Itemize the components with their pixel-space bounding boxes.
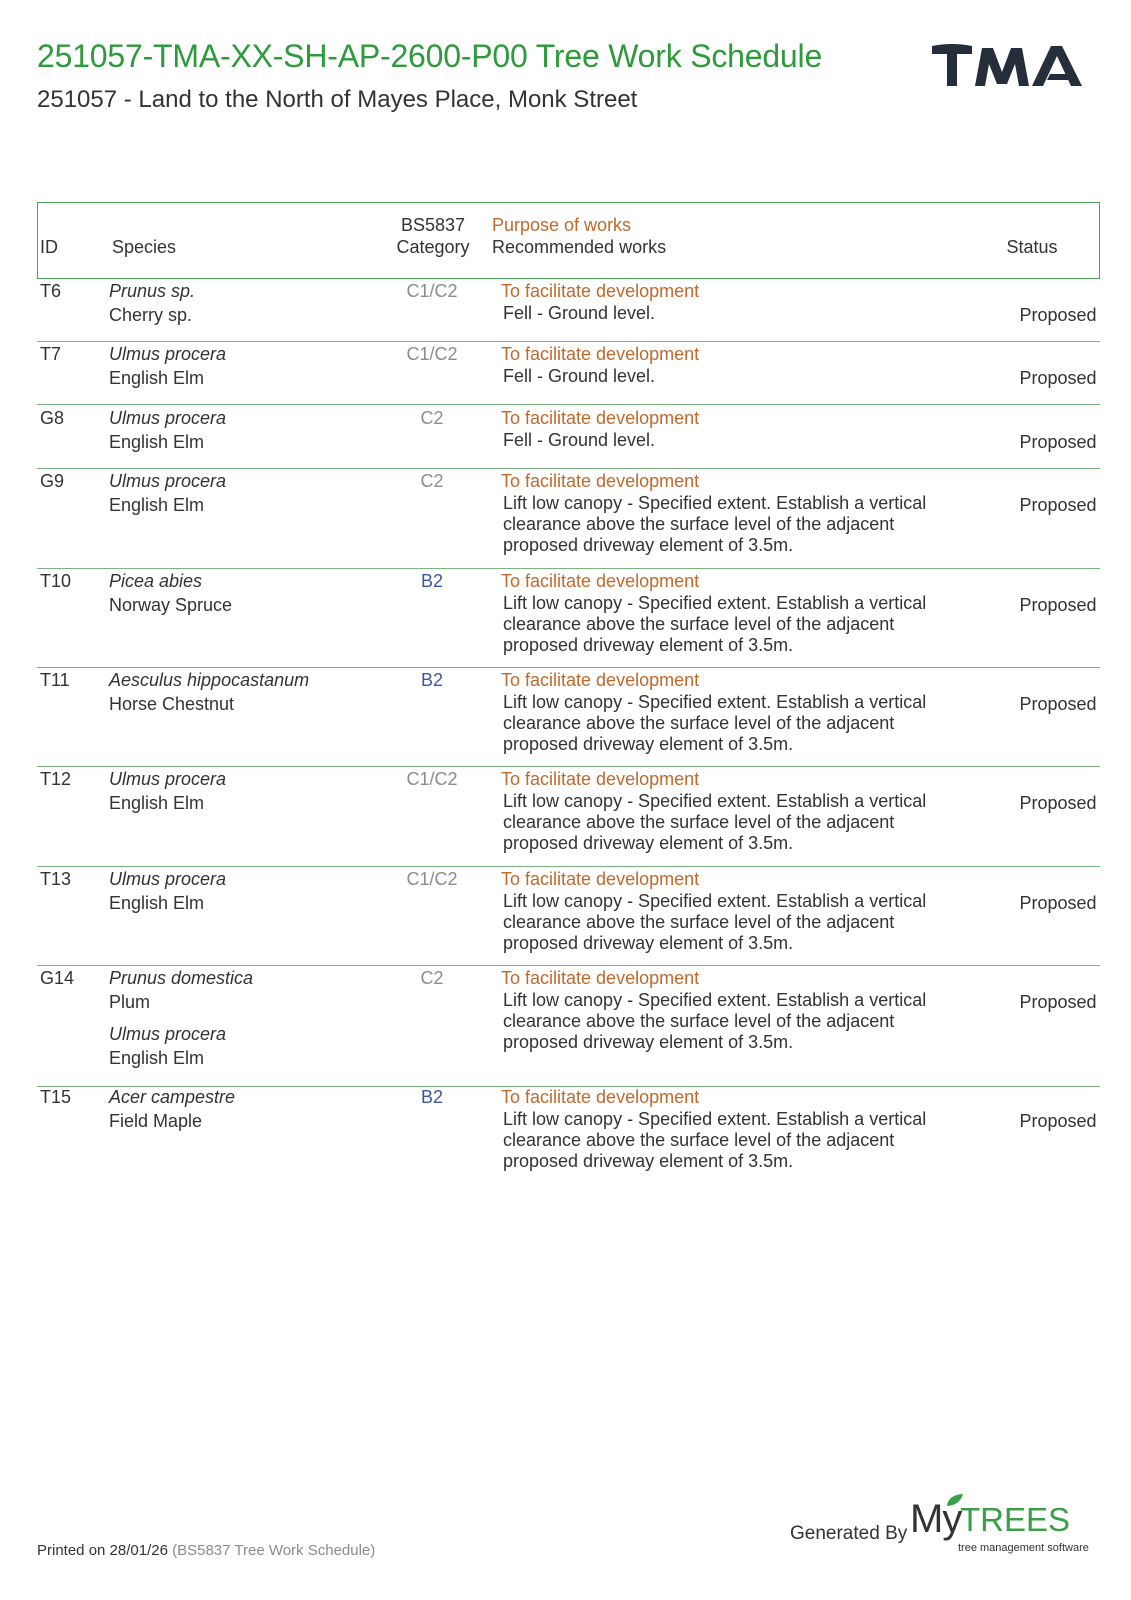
status-value: Proposed: [1019, 305, 1097, 325]
recommended-works: Lift low canopy - Specified extent. Establish a vertical clearance above the surface level of the adjacent proposed driveway element of 3.5m.: [503, 990, 927, 1052]
status-value: Proposed: [1019, 992, 1097, 1012]
header-category-line1: BS5837: [400, 215, 466, 235]
species-common: English Elm: [109, 1048, 205, 1068]
purpose-of-works: To facilitate development: [501, 281, 700, 301]
status-value: Proposed: [1019, 694, 1097, 714]
purpose-of-works: To facilitate development: [501, 344, 700, 364]
recommended-works: Lift low canopy - Specified extent. Establish a vertical clearance above the surface level of the adjacent proposed driveway element of 3.5m.: [503, 791, 927, 853]
purpose-of-works: To facilitate development: [501, 869, 700, 889]
category-badge: C1/C2: [406, 344, 458, 364]
status-value: Proposed: [1019, 368, 1097, 388]
row-id: G9: [40, 471, 65, 491]
species-scientific: Picea abies: [109, 571, 203, 591]
document-title: 251057-TMA-XX-SH-AP-2600-P00 Tree Work Schedule: [37, 38, 823, 74]
mytrees-my: My: [910, 1497, 962, 1541]
status-value: Proposed: [1019, 595, 1097, 615]
purpose-of-works: To facilitate development: [501, 408, 700, 428]
table-row: [37, 342, 1100, 405]
species-common: Norway Spruce: [109, 595, 233, 615]
table-row: [37, 405, 1100, 469]
status-value: Proposed: [1019, 793, 1097, 813]
species-scientific: Ulmus procera: [109, 869, 227, 889]
tma-logo: [930, 42, 1085, 88]
species-scientific: Ulmus procera: [109, 769, 227, 789]
row-id: T15: [40, 1087, 72, 1107]
printed-date: Printed on 28/01/26: [37, 1542, 168, 1559]
recommended-works: Lift low canopy - Specified extent. Establish a vertical clearance above the surface level of the adjacent proposed driveway element of 3.5m.: [503, 891, 927, 953]
purpose-of-works: To facilitate development: [501, 769, 700, 789]
header-status: Status: [1006, 237, 1058, 257]
status-value: Proposed: [1019, 495, 1097, 515]
recommended-works: Fell - Ground level.: [503, 303, 656, 323]
category-badge: B2: [420, 1087, 444, 1107]
species-scientific: Ulmus procera: [109, 408, 227, 428]
species-common: English Elm: [109, 893, 205, 913]
header-works: Recommended works: [492, 237, 667, 257]
table-row: [37, 469, 1100, 569]
header-category-line2: Category: [396, 237, 470, 257]
mytrees-logo: [910, 1497, 1100, 1557]
mytrees-trees: TREES: [960, 1501, 1071, 1538]
species-common: Field Maple: [109, 1111, 203, 1131]
table-row: [37, 569, 1100, 668]
recommended-works: Lift low canopy - Specified extent. Establish a vertical clearance above the surface level of the adjacent proposed driveway element of 3.5m.: [503, 692, 927, 754]
species-scientific: Aesculus hippocastanum: [109, 670, 310, 690]
category-badge: C1/C2: [406, 769, 458, 789]
species-common: English Elm: [109, 432, 205, 452]
purpose-of-works: To facilitate development: [501, 471, 700, 491]
purpose-of-works: To facilitate development: [501, 670, 700, 690]
row-id: G14: [40, 968, 75, 988]
status-value: Proposed: [1019, 893, 1097, 913]
recommended-works: Lift low canopy - Specified extent. Establish a vertical clearance above the surface level of the adjacent proposed driveway element of 3.5m.: [503, 493, 927, 555]
row-id: G8: [40, 408, 65, 428]
table-row: [37, 966, 1100, 1087]
tree-work-schedule-table: [37, 202, 1100, 1185]
row-id: T13: [40, 869, 72, 889]
row-id: T6: [40, 281, 62, 301]
status-value: Proposed: [1019, 432, 1097, 452]
mytrees-tagline: tree management software: [958, 1542, 1089, 1554]
table-row: [37, 668, 1100, 767]
recommended-works: Fell - Ground level.: [503, 430, 656, 450]
row-id: T7: [40, 344, 62, 364]
recommended-works: Lift low canopy - Specified extent. Establish a vertical clearance above the surface level of the adjacent proposed driveway element of 3.5m.: [503, 1109, 927, 1171]
purpose-of-works: To facilitate development: [501, 571, 700, 591]
species-common: English Elm: [109, 793, 205, 813]
species-scientific: Prunus domestica: [109, 968, 254, 988]
table-row: [37, 1087, 1100, 1185]
table-row: [37, 767, 1100, 867]
species-common: Cherry sp.: [109, 305, 193, 325]
table-row: [37, 867, 1100, 966]
category-badge: B2: [420, 571, 444, 591]
status-value: Proposed: [1019, 1111, 1097, 1131]
header-id: ID: [40, 237, 58, 257]
species-common: Plum: [109, 992, 151, 1012]
header-species: Species: [112, 237, 177, 257]
generated-by-label: Generated By: [790, 1523, 908, 1544]
purpose-of-works: To facilitate development: [501, 968, 700, 988]
category-badge: C2: [420, 471, 444, 491]
row-id: T11: [40, 670, 70, 690]
category-badge: C1/C2: [406, 281, 458, 301]
species-common: English Elm: [109, 368, 205, 388]
purpose-of-works: To facilitate development: [501, 1087, 700, 1107]
category-badge: C2: [420, 408, 444, 428]
species-common: Horse Chestnut: [109, 694, 235, 714]
category-badge: B2: [420, 670, 444, 690]
table-header: [37, 202, 1100, 279]
row-id: T12: [40, 769, 72, 789]
species-scientific: Ulmus procera: [109, 1024, 227, 1044]
category-badge: C2: [420, 968, 444, 988]
header-purpose: Purpose of works: [492, 215, 632, 235]
species-scientific: Prunus sp.: [109, 281, 196, 301]
species-scientific: Ulmus procera: [109, 344, 227, 364]
recommended-works: Lift low canopy - Specified extent. Establish a vertical clearance above the surface level of the adjacent proposed driveway element of 3.5m.: [503, 593, 927, 655]
print-info: [37, 1542, 375, 1559]
species-common: English Elm: [109, 495, 205, 515]
site-subtitle: 251057 - Land to the North of Mayes Place, Monk Street: [37, 86, 638, 113]
row-id: T10: [40, 571, 72, 591]
schedule-type: (BS5837 Tree Work Schedule): [172, 1542, 376, 1559]
recommended-works: Fell - Ground level.: [503, 366, 656, 386]
species-scientific: Acer campestre: [109, 1087, 236, 1107]
category-badge: C1/C2: [406, 869, 458, 889]
table-row: [37, 279, 1100, 342]
species-scientific: Ulmus procera: [109, 471, 227, 491]
